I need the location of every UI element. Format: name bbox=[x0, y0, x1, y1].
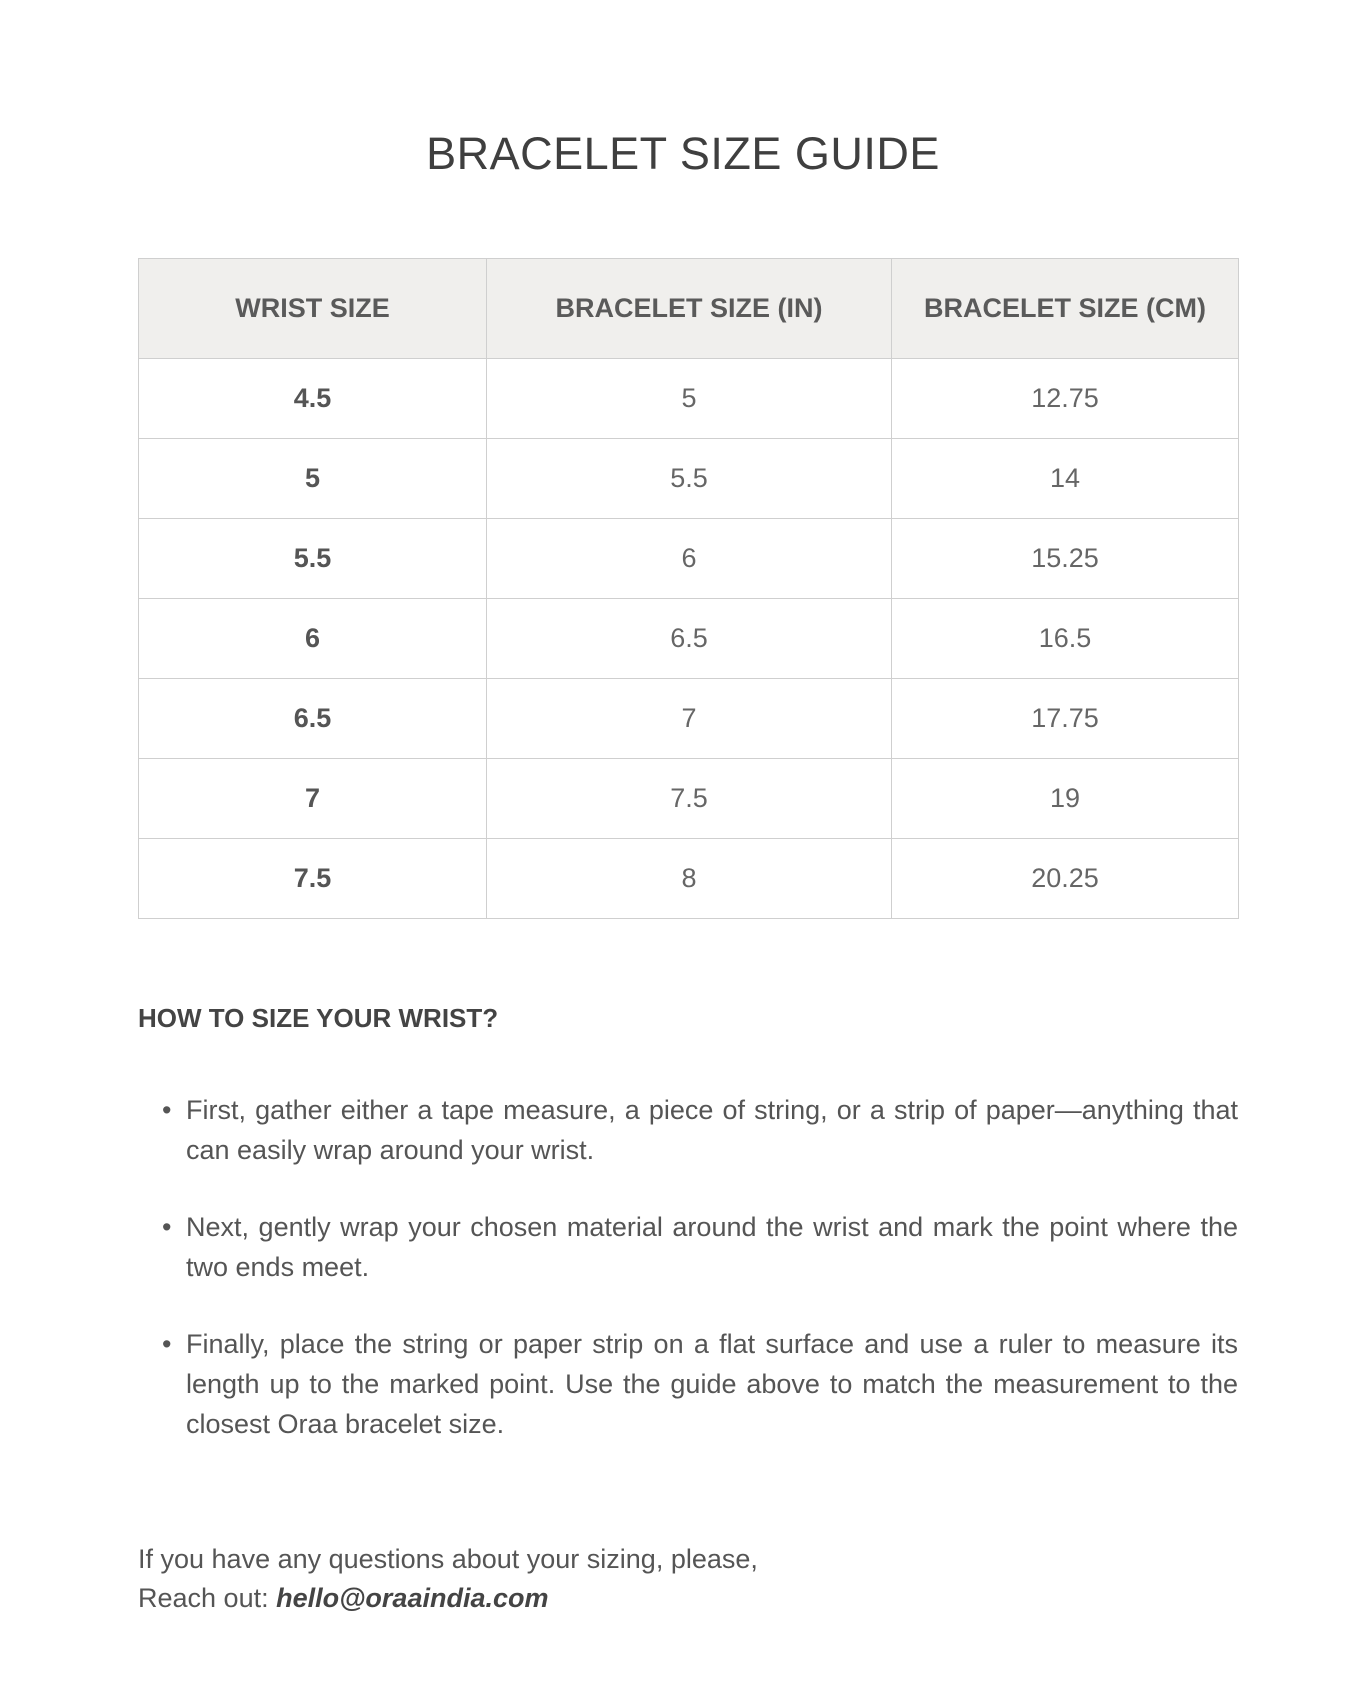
header-bracelet-size-cm: BRACELET SIZE (CM) bbox=[892, 259, 1239, 359]
bracelet-cm-cell: 19 bbox=[892, 759, 1239, 839]
table-row bbox=[139, 359, 1239, 439]
wrist-size-cell: 5 bbox=[139, 439, 487, 519]
wrist-size-cell: 5.5 bbox=[139, 519, 487, 599]
list-item bbox=[138, 1090, 1238, 1170]
header-wrist-size: WRIST SIZE bbox=[139, 259, 487, 359]
bullet-icon: • bbox=[162, 1329, 172, 1359]
table-header-row bbox=[139, 259, 1239, 359]
step-text: Finally, place the string or paper strip on a flat surface and use a ruler to measure its length up to the marked point. Use the guide above to match the measurement to the closest Oraa bracelet size. bbox=[186, 1329, 1238, 1439]
bracelet-in-cell: 5 bbox=[487, 359, 892, 439]
step-text: First, gather either a tape measure, a piece of string, or a strip of paper—anything that can easily wrap around your wrist. bbox=[186, 1095, 1238, 1165]
bracelet-in-cell: 5.5 bbox=[487, 439, 892, 519]
bracelet-in-cell: 6 bbox=[487, 519, 892, 599]
table-row bbox=[139, 599, 1239, 679]
table-row bbox=[139, 679, 1239, 759]
bracelet-cm-cell: 12.75 bbox=[892, 359, 1239, 439]
table-row bbox=[139, 759, 1239, 839]
wrist-size-cell: 6.5 bbox=[139, 679, 487, 759]
contact-line bbox=[138, 1579, 758, 1618]
size-table bbox=[138, 258, 1239, 919]
list-item bbox=[138, 1324, 1238, 1444]
table-row bbox=[139, 519, 1239, 599]
page-title: BRACELET SIZE GUIDE bbox=[426, 128, 940, 179]
bracelet-in-cell: 7.5 bbox=[487, 759, 892, 839]
table-row bbox=[139, 439, 1239, 519]
email-link[interactable]: hello@oraaindia.com bbox=[276, 1583, 549, 1613]
wrist-size-cell: 6 bbox=[139, 599, 487, 679]
bracelet-in-cell: 6.5 bbox=[487, 599, 892, 679]
wrist-size-cell: 4.5 bbox=[139, 359, 487, 439]
bracelet-cm-cell: 15.25 bbox=[892, 519, 1239, 599]
contact-intro: If you have any questions about your sizing, please, bbox=[138, 1544, 758, 1574]
contact-block bbox=[138, 1540, 758, 1618]
bracelet-cm-cell: 14 bbox=[892, 439, 1239, 519]
bracelet-in-cell: 8 bbox=[487, 839, 892, 919]
bracelet-in-cell: 7 bbox=[487, 679, 892, 759]
wrist-size-cell: 7.5 bbox=[139, 839, 487, 919]
wrist-size-cell: 7 bbox=[139, 759, 487, 839]
list-item bbox=[138, 1207, 1238, 1287]
contact-prefix: Reach out: bbox=[138, 1583, 277, 1613]
step-text: Next, gently wrap your chosen material around the wrist and mark the point where the two ends meet. bbox=[186, 1212, 1238, 1282]
bullet-icon: • bbox=[162, 1212, 172, 1242]
table-row bbox=[139, 839, 1239, 919]
howto-heading: HOW TO SIZE YOUR WRIST? bbox=[138, 1003, 499, 1033]
bracelet-cm-cell: 16.5 bbox=[892, 599, 1239, 679]
bullet-icon: • bbox=[162, 1095, 172, 1125]
sizing-steps-list bbox=[138, 1090, 1238, 1481]
bracelet-cm-cell: 20.25 bbox=[892, 839, 1239, 919]
header-bracelet-size-in: BRACELET SIZE (IN) bbox=[487, 259, 892, 359]
bracelet-cm-cell: 17.75 bbox=[892, 679, 1239, 759]
